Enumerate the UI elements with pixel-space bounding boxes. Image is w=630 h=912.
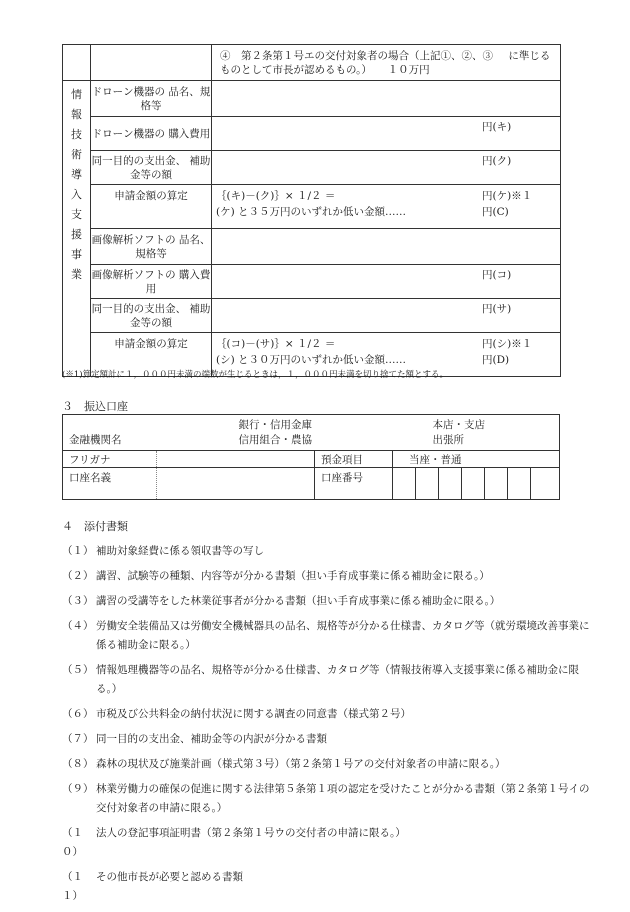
account-digit-6[interactable] [508,468,531,500]
furigana-input[interactable] [157,451,315,468]
table-row [63,81,561,117]
drone-spec-label: ドローン機器の 品名、規格等 [91,81,212,117]
software-calc-cell: ｛(コ)－(サ)｝× １/２ ＝ (シ) と３０万円のいずれか低い金額…… 円(シ)※１ 円(D) [212,333,561,377]
account-digit-1[interactable] [393,468,416,500]
drone-spec-field[interactable] [212,81,561,117]
list-item: （５） 情報処理機器等の品名、規格等が分かる仕様書、カタログ等（情報技術導入支援事業に係る補助金に限る。） [62,664,579,695]
deposit-type-selector[interactable]: 当座・普通 [393,451,560,468]
drone-other-funds-field[interactable]: 円(ク) [212,151,561,185]
software-spec-label: 画像解析ソフトの 品名、規格等 [91,229,212,265]
drone-cost-field[interactable]: 円(キ) [212,117,561,151]
institution-label: 金融機関名 [63,415,157,451]
table-row [63,45,561,81]
list-item: （７） 同一目的の支出金、補助金等の内訳が分かる書類 [62,733,327,745]
branch-type-selector[interactable]: 本店・支店 出張所 [393,415,560,451]
drone-cost-label: ドローン機器の 購入費用 [91,117,212,151]
table-row [63,265,561,299]
subsidy-calculation-table [62,44,561,377]
list-item: （１） 補助対象経費に係る領収書等の写し [62,545,264,557]
software-cost-label: 画像解析ソフトの 購入費用 [91,265,212,299]
list-item: （１１） その他市長が必要と認める書類 [62,871,243,902]
furigana-label: フリガナ [63,451,157,468]
software-other-funds-label: 同一目的の支出金、 補助金等の額 [91,299,212,333]
attachment-list [62,542,592,912]
table-row [63,468,560,500]
software-other-funds-field[interactable]: 円(サ) [212,299,561,333]
table-row [63,415,560,451]
drone-other-funds-label: 同一目的の支出金、 補助金等の額 [91,151,212,185]
list-item: （３） 講習の受講等をした林業従事者が分かる書類（担い手育成事業に係る補助金に限る。） [62,595,501,607]
table-row [63,229,561,265]
account-digit-4[interactable] [462,468,485,500]
eligible-type-4-line1: ④ 第２条第１号エの交付対象者の場合（上記①、②、③ [220,49,493,62]
deposit-type-label: 預金項目 [315,451,393,468]
drone-calc-label: 申請金額の算定 [91,185,212,229]
bank-account-table [62,414,560,500]
table-row [63,151,561,185]
software-calc-label: 申請金額の算定 [91,333,212,377]
table-row [63,451,560,468]
list-item: （１０） 法人の登記事項証明書（第２条第１号ウの交付者の申請に限る。） [62,827,406,858]
list-item: （９） 林業労働力の確保の促進に関する法律第５条第１項の認定を受けたことが分かる書類（第２条第１号イの交付対象者の申請に限る。） [62,783,590,814]
account-digit-3[interactable] [439,468,462,500]
list-item: （４） 労働安全装備品又は労働安全機械器具の品名、規格等が分かる仕様書、カタログ等（就労環境改善事業に係る補助金に限る。） [62,620,590,651]
drone-calc-cell: ｛(キ)－(ク)｝× １/２ ＝ (ケ) と３５万円のいずれか低い金額…… 円(ケ)※１ 円(C) [212,185,561,229]
attachments-section-title: ４ 添付書類 [62,520,128,533]
list-item: （６） 市税及び公共料金の納付状況に関する調査の同意書（様式第２号） [62,708,411,720]
list-item: （２） 講習、試験等の種類、内容等が分かる書類（担い手育成事業に係る補助金に限る。） [62,570,490,582]
account-digit-2[interactable] [416,468,439,500]
account-number-label: 口座番号 [315,468,393,500]
bank-type-selector[interactable]: 銀行・信用金庫 信用組合・農協 [157,415,393,451]
account-name-label: 口座名義 [63,468,157,500]
table-row [63,185,561,229]
table-row [63,117,561,151]
bank-section-title: ３ 振込口座 [62,400,128,413]
it-support-section-label: 情 報 技 術 導 入 支 援 事 業 [63,81,91,377]
account-digit-5[interactable] [485,468,508,500]
list-item: （８） 森林の現状及び施業計画（様式第３号）（第２条第１号アの交付対象者の申請に限る。） [62,758,506,770]
account-digit-7[interactable] [531,468,560,500]
eligible-type-4-cell [212,45,561,81]
software-cost-field[interactable]: 円(コ) [212,265,561,299]
rounding-footnote: (※1)算定額計に１，０００円未満の端数が生じるときは，１，０００円未満を切り捨てた額とする。 [62,370,449,380]
eligible-type-4-line2: に準じるものとして市長が認めるもの。） １０万円 [220,49,551,76]
software-spec-field[interactable] [212,229,561,265]
account-name-input[interactable] [157,468,315,500]
table-row [63,299,561,333]
